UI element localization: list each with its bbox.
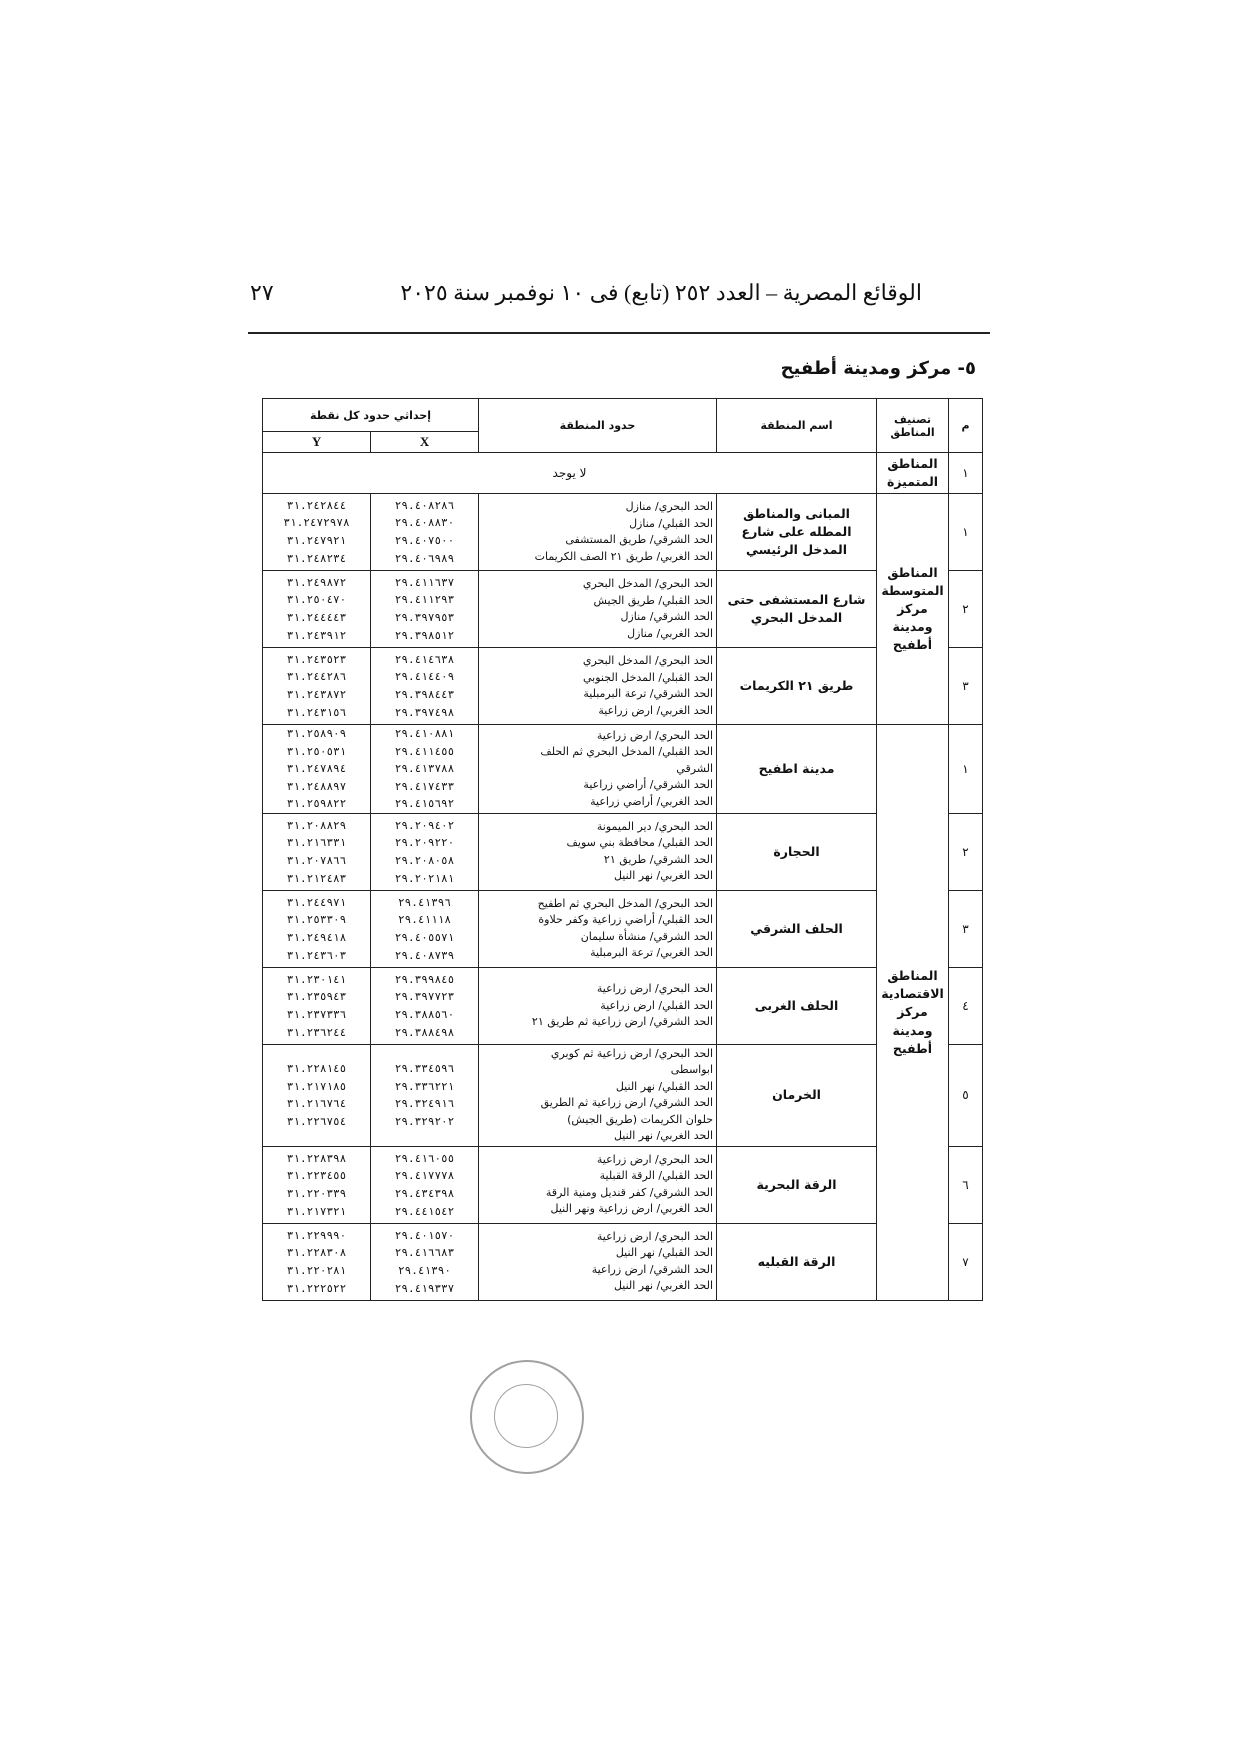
seal-eagle-emblem [494, 1384, 558, 1448]
bound-line: الحد الغربي/ ارض زراعية [598, 703, 714, 717]
coord-y-value: ٣١.٢٢٢٥٢٢ [286, 1281, 347, 1295]
zone-name: الحجارة [717, 813, 877, 890]
table-row [263, 571, 983, 648]
coord-x-value: ٢٩.٤١٧٤٣٣ [394, 779, 455, 793]
header-coords: إحداثي حدود كل نقطة [263, 399, 479, 432]
zones-table-body [263, 453, 983, 1301]
coord-x-value: ٢٩.٤١٦٠٥٥ [394, 1151, 455, 1165]
coord-x-value: ٢٩.٣٨٨٥٦٠ [394, 1007, 455, 1021]
bound-line: الحد الشرقي/ منازل [620, 610, 714, 623]
bound-line: ابواسطى [670, 1063, 714, 1077]
zone-bounds [479, 571, 717, 648]
table-row [263, 1223, 983, 1300]
coord-y-cell [263, 1146, 371, 1223]
coord-x-value: ٢٩.٤١٠٨٨١ [394, 727, 455, 740]
zone-name: المبانى والمناطق المطله على شارع المدخل الرئيسي [717, 494, 877, 571]
coord-x-cell [371, 648, 479, 725]
coord-y-value: ٣١.٢٤٣٦٠٣ [286, 948, 347, 962]
bound-line: الحد البحري/ ارض زراعية [596, 982, 714, 996]
coord-y-value: ٣١.٢٥٠٥٣١ [286, 744, 347, 758]
coord-y-value: ٣١.٢٢٨١٤٥ [286, 1062, 347, 1076]
zone-name: الرقة القبليه [717, 1223, 877, 1300]
coord-y-value: ٣١.٢٢٨٣٩٨ [286, 1151, 347, 1165]
bound-line: الحد الشرقي/ ارض زراعية ثم طريق ٢١ [531, 1015, 714, 1029]
coord-y-value: ٣١.٢٤٧٩٢١ [286, 534, 347, 547]
zone-bounds [479, 890, 717, 967]
zone-classification: المناطق الاقتصادية مركز ومدينة أطفيح [877, 725, 949, 1301]
bound-line: الحد الغربي/ نهر النيل [613, 1279, 714, 1293]
zone-bounds [479, 494, 717, 571]
bound-line: الحد البحري/ المدخل البحري [582, 654, 714, 667]
coord-x-cell [371, 813, 479, 890]
coord-x-value: ٢٩.٤٠٨٧٣٩ [394, 948, 455, 962]
bound-line: الحد الشرقي/ ارض زراعية [591, 1262, 714, 1276]
coord-y-value: ٣١.٢٤٤٤٤٣ [286, 611, 347, 624]
coord-y-value: ٣١.٢٥٣٣٠٩ [286, 913, 347, 927]
header-divider [248, 332, 990, 334]
coord-y-value: ٣١.٢٤٣٩١٢ [286, 628, 347, 642]
coord-y-value: ٣١.٢٣٧٣٣٦ [286, 1007, 347, 1021]
coord-x-value: ٢٩.٤١٧٧٧٨ [394, 1169, 455, 1183]
coord-y-cell [263, 1044, 371, 1146]
header-zone-name: اسم المنطقة [717, 399, 877, 453]
coord-y-cell [263, 813, 371, 890]
coord-y-value: ٣١.٢٤٣٥٢٣ [286, 652, 347, 666]
header-zone-bounds: حدود المنطقة [479, 399, 717, 453]
header-y: Y [263, 432, 371, 453]
coord-x-value: ٢٩.٤١١٤٥٥ [394, 744, 455, 758]
bound-line: الحد البحري/ المدخل البحري ثم اطفيح [537, 896, 714, 910]
coord-x-value: ٢٩.٢٠٩٢٢٠ [394, 836, 455, 850]
coord-y-value: ٣١.٢٤٩٨٧٢ [286, 575, 347, 589]
bound-line: الحد الشرقي/ ارض زراعية ثم الطريق [540, 1096, 714, 1110]
coord-y-value: ٣١.٢٢٣٤٥٥ [286, 1169, 347, 1183]
zone-bounds [479, 813, 717, 890]
bound-line: الحد الشرقي/ ترعة البرمبلية [583, 687, 714, 700]
zone-name: شارع المستشفى حتى المدخل البحري [717, 571, 877, 648]
coord-y-value: ٣١.٢٠٧٨٦٦ [286, 853, 347, 867]
coord-x-value: ٢٩.٢٠٢١٨١ [394, 871, 455, 885]
coord-x-value: ٢٩.٤٠١٥٧٠ [394, 1228, 455, 1242]
zone-name: الخرمان [717, 1044, 877, 1146]
coord-x-value: ٢٩.٤٣٤٣٩٨ [394, 1186, 455, 1200]
header-serial: م [949, 399, 983, 453]
bound-line: الحد الغربي/ نهر النيل [613, 1129, 714, 1143]
coord-x-value: ٢٩.٤١٥٦٩٢ [394, 797, 455, 811]
coord-y-cell [263, 890, 371, 967]
header-x: X [371, 432, 479, 453]
bound-line: الحد الغربي/ طريق ٢١ الصف الكريمات [534, 549, 714, 563]
zones-table-container [262, 398, 982, 1301]
coord-x-value: ٢٩.٤١٣٧٨٨ [394, 762, 455, 776]
table-row [263, 967, 983, 1044]
coord-y-value: ٣١.٢٤٢٨٤٤ [286, 498, 347, 512]
coord-y-value: ٣١.٢٣٠١٤١ [286, 972, 347, 986]
coord-y-cell [263, 725, 371, 814]
coord-x-cell [371, 571, 479, 648]
bound-line: الحد القبلي/ الرقة القبلية [599, 1169, 714, 1183]
coord-x-value: ٢٩.٣٩٨٤٤٣ [394, 688, 455, 701]
coord-y-cell [263, 648, 371, 725]
coord-x-cell [371, 967, 479, 1044]
coord-y-value: ٣١.٢٢٦٧٥٤ [286, 1115, 347, 1129]
coord-x-value: ٢٩.٤١١٦٣٧ [394, 575, 455, 589]
bound-line: الحد الغربي/ ترعة البرمبلية [590, 946, 714, 960]
coord-x-value: ٢٩.٣٩٧٤٩٨ [394, 705, 455, 719]
coord-x-value: ٢٩.٣٩٨٥١٢ [394, 628, 455, 642]
bound-line: الحد الشرقي/ كفر قنديل ومنية الرقة [545, 1185, 714, 1199]
coord-x-value: ٢٩.٣٢٤٩١٦ [394, 1097, 455, 1111]
coord-x-value: ٢٩.٤١١٢٩٣ [394, 593, 455, 607]
coord-x-value: ٢٩.٤٠٨٢٨٦ [394, 498, 455, 512]
row-serial: ٦ [949, 1146, 983, 1223]
bound-line: الحد البحري/ دير الميمونة [596, 819, 714, 833]
coord-y-value: ٣١.٢١٦٧٦٤ [286, 1097, 347, 1111]
table-row [263, 648, 983, 725]
table-row [263, 494, 983, 571]
zone-name: مدينة اطفيح [717, 725, 877, 814]
zone-bounds [479, 1223, 717, 1300]
coord-y-value: ٣١.٢٢٠٢٨١ [286, 1263, 347, 1277]
coord-x-value: ٢٩.٣٩٧٩٥٣ [394, 611, 455, 624]
no-zones-text: لا يوجد [263, 453, 877, 494]
zone-bounds [479, 1146, 717, 1223]
bound-line: حلوان الكريمات (طريق الجيش) [567, 1112, 714, 1126]
coord-x-value: ٢٩.٢٠٩٤٠٢ [394, 818, 455, 832]
bound-line: الحد الشرقي/ منشأة سليمان [580, 929, 714, 943]
bound-line: الحد البحري/ ارض زراعية [596, 1152, 714, 1166]
row-serial: ٥ [949, 1044, 983, 1146]
bound-line: الحد القبلي/ ارض زراعية [600, 998, 714, 1012]
row-serial: ٧ [949, 1223, 983, 1300]
coord-x-cell [371, 494, 479, 571]
bound-line: الحد الشرقي/ طريق ٢١ [603, 852, 714, 866]
bound-line: الشرقي [676, 761, 714, 775]
coord-y-value: ٣١.٢٤٧٢٩٧٨ [283, 516, 350, 530]
coord-y-value: ٣١.٢٤٨٨٩٧ [286, 779, 347, 793]
table-row [263, 813, 983, 890]
bound-line: الحد القبلي/ المدخل البحري ثم الحلف [540, 745, 714, 759]
coord-y-value: ٣١.٢٠٨٨٢٩ [286, 818, 347, 832]
coord-y-value: ٣١.٢٤٩٤١٨ [286, 930, 347, 944]
row-serial: ١ [949, 725, 983, 814]
section-title: ٥- مركز ومدينة أطفيح [780, 358, 976, 379]
coord-y-value: ٣١.٢٤٤٩٧١ [286, 895, 347, 909]
coord-x-cell [371, 1146, 479, 1223]
coord-y-cell [263, 1223, 371, 1300]
header-classification: تصنيف المناطق [877, 399, 949, 453]
gazette-title: الوقائع المصرية – العدد ٢٥٢ (تابع) فى ١٠ نوفمبر سنة ٢٠٢٥ [400, 280, 922, 305]
coord-x-value: ٢٩.٤١٣٩٠ [398, 1263, 451, 1277]
row-serial: ٤ [949, 967, 983, 1044]
zone-name: الرقة البحرية [717, 1146, 877, 1223]
coord-x-value: ٢٩.٤٠٥٥٧١ [394, 930, 455, 944]
bound-line: الحد القبلي/ طريق الجيش [593, 593, 714, 607]
zones-table [262, 398, 983, 1301]
coord-y-cell [263, 494, 371, 571]
bound-line: الحد القبلي/ نهر النيل [615, 1246, 714, 1260]
table-row [263, 453, 983, 494]
coord-x-cell [371, 1223, 479, 1300]
table-row [263, 890, 983, 967]
zone-classification: المناطق المتوسطة مركز ومدينة أطفيح [877, 494, 949, 725]
coord-x-value: ٢٩.٣٩٩٨٤٥ [394, 972, 455, 986]
coord-x-cell [371, 890, 479, 967]
coord-y-value: ٣١.٢٣٦٢٤٤ [286, 1025, 347, 1039]
bound-line: الحد الشرقي/ أراضي زراعية [583, 778, 714, 792]
bound-line: الحد البحري/ ارض زراعية [596, 1229, 714, 1243]
official-seal [470, 1360, 584, 1474]
coord-y-value: ٣١.٢٤٣١٥٦ [286, 705, 347, 719]
coord-y-value: ٣١.٢٤٣٨٧٢ [286, 688, 347, 701]
bound-line: الحد البحري/ المدخل البحري [582, 577, 714, 590]
coord-y-cell [263, 967, 371, 1044]
zone-classification: المناطق المتميزة [877, 453, 949, 494]
coord-y-value: ٣١.٢٤٤٢٨٦ [286, 670, 347, 684]
bound-line: الحد القبلي/ منازل [629, 516, 714, 530]
coord-y-value: ٣١.٢١٢٤٨٣ [286, 871, 347, 885]
coord-x-value: ٢٩.٣٩٧٧٢٣ [394, 990, 455, 1004]
coord-x-value: ٢٩.٤١٩٣٣٧ [394, 1281, 455, 1295]
coord-x-value: ٢٩.٤٠٧٥٠٠ [394, 534, 455, 547]
bound-line: الحد القبلي/ نهر النيل [615, 1079, 714, 1093]
row-serial: ١ [949, 494, 983, 571]
page-header [250, 280, 922, 312]
table-row [263, 1044, 983, 1146]
zone-name: طريق ٢١ الكريمات [717, 648, 877, 725]
row-serial: ٣ [949, 890, 983, 967]
coord-x-cell [371, 725, 479, 814]
bound-line: الحد القبلي/ محافظة بني سويف [566, 836, 714, 850]
bound-line: الحد الغربي/ ارض زراعية ونهر النيل [550, 1202, 714, 1216]
coord-x-value: ٢٩.٢٠٨٠٥٨ [394, 853, 455, 867]
coord-y-value: ٣١.٢٢٨٣٠٨ [286, 1246, 347, 1260]
bound-line: الحد القبلي/ أراضي زراعية وكفر حلاوة [538, 913, 714, 927]
bound-line: الحد البحري/ ارض زراعية ثم كوبري [550, 1046, 714, 1060]
coord-y-value: ٣١.٢١٦٣٣١ [286, 836, 347, 850]
coord-y-value: ٣١.٢٢٩٩٩٠ [286, 1228, 347, 1242]
coord-y-value: ٣١.٢٥٨٩٠٩ [286, 727, 347, 740]
zone-name: الحلف الغربى [717, 967, 877, 1044]
coord-y-value: ٣١.٢١٧٣٢١ [286, 1204, 347, 1218]
coord-x-value: ٢٩.٤٠٦٩٨٩ [394, 551, 455, 565]
table-row [263, 725, 983, 814]
coord-x-value: ٢٩.٤١٤٦٣٨ [394, 652, 455, 666]
coord-x-value: ٢٩.٣٣٦٢٢١ [394, 1079, 455, 1093]
row-serial: ٣ [949, 648, 983, 725]
zone-bounds [479, 1044, 717, 1146]
bound-line: الحد البحري/ منازل [625, 500, 714, 513]
bound-line: الحد الغربي/ أراضي زراعية [590, 794, 714, 808]
row-serial: ٢ [949, 813, 983, 890]
coord-y-value: ٣١.٢٣٥٩٤٣ [286, 990, 347, 1004]
zone-bounds [479, 648, 717, 725]
bound-line: الحد الغربي/ نهر النيل [613, 869, 714, 883]
coord-y-value: ٣١.٢١٧١٨٥ [286, 1079, 347, 1093]
coord-y-cell [263, 571, 371, 648]
zone-bounds [479, 725, 717, 814]
coord-y-value: ٣١.٢٥٠٤٧٠ [286, 593, 347, 607]
coord-x-value: ٢٩.٤٠٨٨٣٠ [394, 516, 455, 530]
bound-line: الحد القبلي/ المدخل الجنوبي [583, 670, 714, 684]
coord-x-value: ٢٩.٤١٤٤٠٩ [394, 670, 455, 684]
table-row [263, 1146, 983, 1223]
coord-x-value: ٢٩.٣٣٤٥٩٦ [394, 1062, 455, 1076]
row-serial: ١ [949, 453, 983, 494]
coord-y-value: ٣١.٢٥٩٨٢٢ [286, 797, 347, 811]
coord-x-value: ٢٩.٣٢٩٢٠٢ [394, 1115, 455, 1129]
coord-x-value: ٢٩.٤١٣٩٦ [398, 895, 451, 909]
coord-y-value: ٣١.٢٤٨٢٣٤ [286, 551, 347, 565]
coord-x-value: ٢٩.٣٨٨٤٩٨ [394, 1025, 455, 1039]
zone-name: الحلف الشرقي [717, 890, 877, 967]
page-number: ٢٧ [250, 280, 274, 305]
bound-line: الحد الغربي/ منازل [627, 626, 714, 640]
coord-x-value: ٢٩.٤١٦٦٨٣ [394, 1246, 455, 1260]
coord-y-value: ٣١.٢٢٠٣٣٩ [286, 1186, 347, 1200]
coord-y-value: ٣١.٢٤٧٨٩٤ [286, 762, 347, 776]
coord-x-value: ٢٩.٤١١١٨ [398, 913, 451, 927]
coord-x-value: ٢٩.٤٤١٥٤٢ [394, 1204, 455, 1218]
coord-x-cell [371, 1044, 479, 1146]
bound-line: الحد الشرقي/ طريق المستشفى [565, 533, 714, 546]
row-serial: ٢ [949, 571, 983, 648]
bound-line: الحد البحري/ ارض زراعية [596, 728, 714, 742]
zone-bounds [479, 967, 717, 1044]
